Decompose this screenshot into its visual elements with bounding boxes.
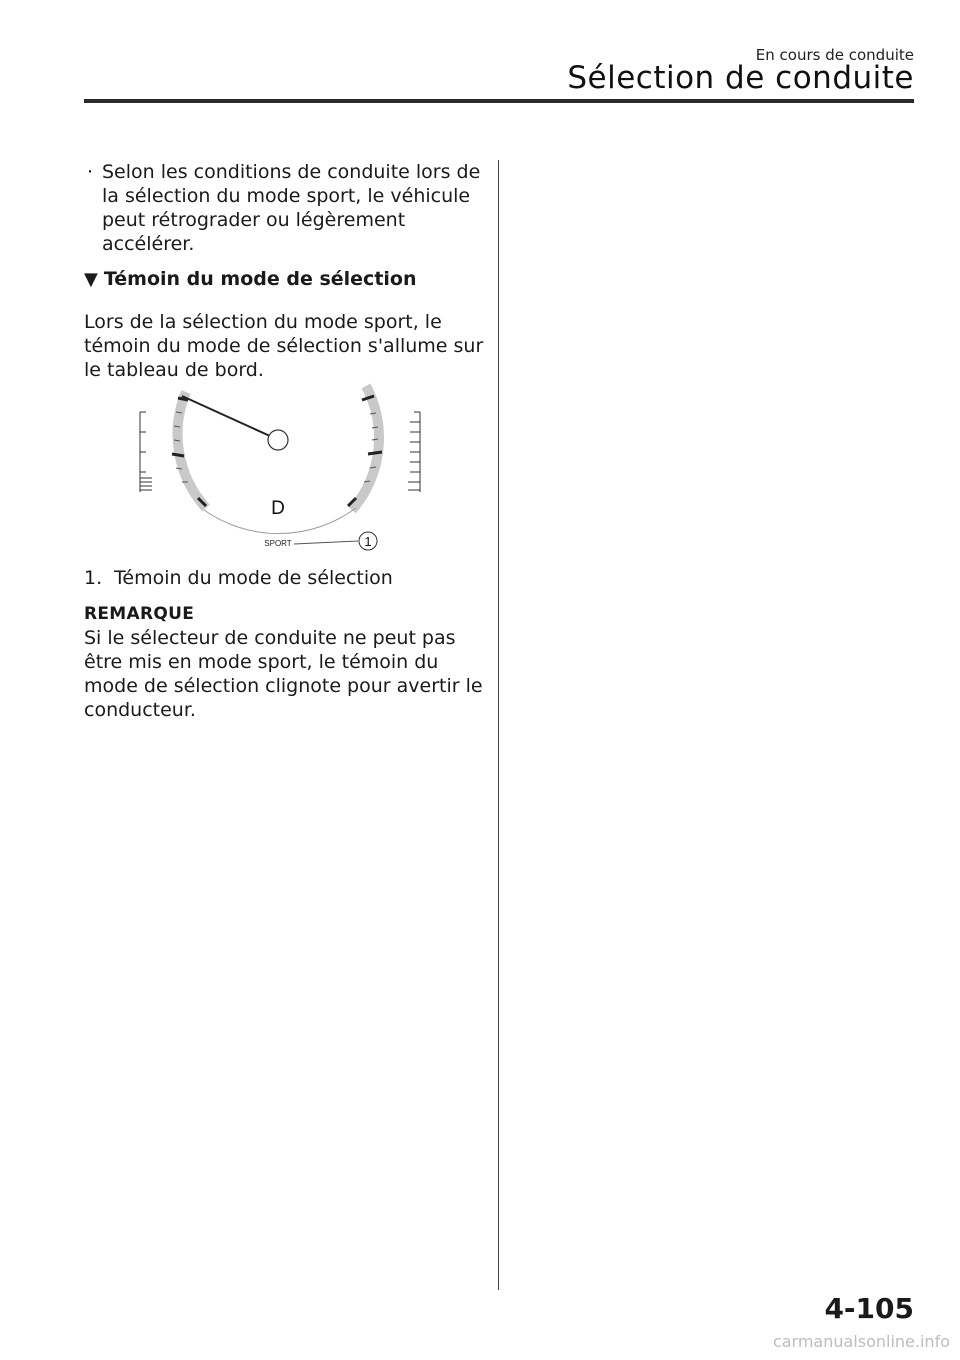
chapter-title: En cours de conduite — [755, 46, 914, 64]
callout-number: 1 — [364, 534, 372, 549]
section-title: Sélection de conduite — [567, 60, 914, 96]
watermark: carmanualsonline.info — [772, 1332, 950, 1351]
note-text: Si le sélecteur de conduite ne peut pas être mis en mode sport, le témoin du mode de sélection clignote pour avertir le conducteur. — [84, 627, 483, 721]
bullet-symbol: · — [87, 161, 94, 183]
section-heading — [84, 268, 417, 290]
bullet-item — [84, 160, 484, 256]
sport-indicator-label: SPORT — [264, 539, 292, 548]
figure-caption — [84, 566, 484, 590]
note-title: REMARQUE — [84, 604, 195, 624]
caption-number: 1. — [84, 567, 103, 589]
gear-indicator: D — [271, 498, 285, 519]
triangle-marker-icon: ▼ — [84, 269, 98, 290]
caption-text: Témoin du mode de sélection — [114, 567, 393, 589]
instrument-cluster-figure — [120, 378, 440, 556]
section-heading-text: Témoin du mode de sélection — [103, 268, 417, 290]
body-paragraph: Lors de la sélection du mode sport, le témoin du mode de sélection s'allume sur le tableau de bord. — [84, 311, 484, 381]
gauge-illustration — [120, 378, 440, 556]
page-number: 4-105 — [824, 1292, 914, 1325]
bullet-text: Selon les conditions de conduite lors de la sélection du mode sport, le véhicule peut rétrograder ou légèrement accélérer. — [102, 161, 481, 255]
column-divider — [498, 160, 499, 1290]
header-rule — [84, 99, 914, 103]
